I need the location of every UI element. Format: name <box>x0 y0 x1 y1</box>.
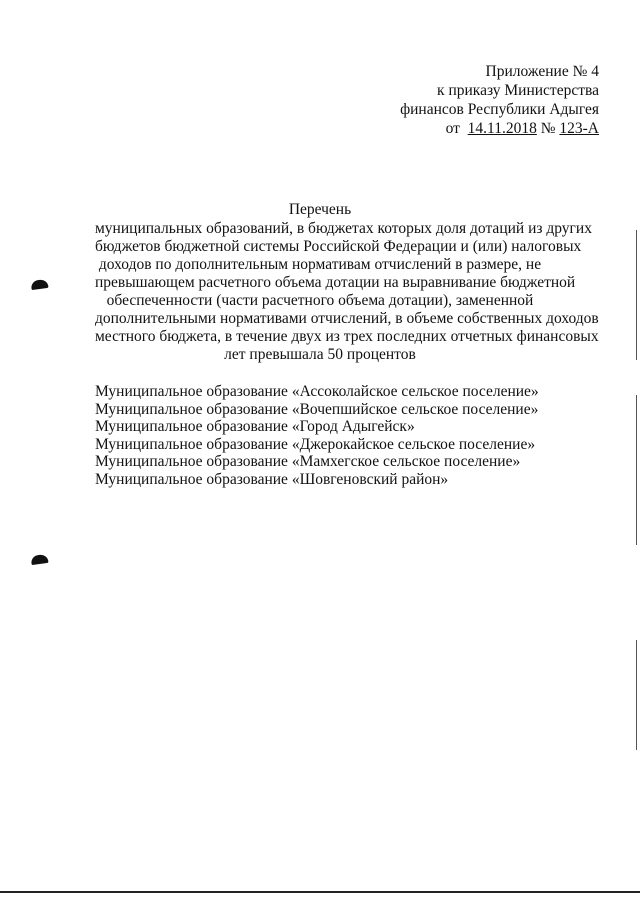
title-line: местного бюджета, в течение двух из трех последних отчетных финансовых <box>95 328 599 345</box>
scan-hole-mark <box>30 279 48 290</box>
title-line: обеспеченности (части расчетного объема дотации), замененной <box>106 292 534 309</box>
list-item: Муниципальное образование «Мамхегское сельское поселение» <box>95 453 521 471</box>
title-heading: Перечень <box>288 201 352 218</box>
list-item: Муниципальное образование «Джерокайское сельское поселение» <box>95 435 536 453</box>
title-line: лет превышала 50 процентов <box>224 346 416 363</box>
order-number-sign: № <box>540 120 556 137</box>
document-title <box>95 201 599 364</box>
title-line: муниципальных образований, в бюджетах которых доля дотаций из других <box>95 220 592 237</box>
appendix-ministry: финансов Республики Адыгея <box>400 101 599 118</box>
order-line <box>339 119 599 138</box>
appendix-order-ref: к приказу Министерства <box>437 82 599 99</box>
list-item: Муниципальное образование «Ассоколайское сельское поселение» <box>95 383 539 400</box>
scan-hole-mark <box>30 554 48 565</box>
scan-edge-line <box>636 395 637 545</box>
scan-edge-line <box>636 230 637 360</box>
scan-edge-line <box>636 640 637 750</box>
list-item: Муниципальное образование «Шовгеновский район» <box>95 470 449 488</box>
order-prefix: от <box>445 120 460 137</box>
order-number: 123-А <box>559 120 599 137</box>
order-date: 14.11.2018 <box>467 120 537 137</box>
title-line: бюджетов бюджетной системы Российской Федерации и (или) налоговых <box>95 238 582 255</box>
scan-bottom-edge <box>0 891 640 893</box>
appendix-header <box>339 62 599 138</box>
title-line: превышающем расчетного объема дотации на выравнивание бюджетной <box>95 274 576 291</box>
municipality-list <box>95 383 555 489</box>
list-item: Муниципальное образование «Вочепшийское сельское поселение» <box>95 400 539 418</box>
title-line: дополнительными нормативами отчислений, в объеме собственных доходов <box>95 310 599 327</box>
title-line: доходов по дополнительным нормативам отчислений в размере, не <box>98 256 542 273</box>
list-item: Муниципальное образование «Город Адыгейск» <box>95 418 415 436</box>
appendix-number: Приложение № 4 <box>485 63 599 80</box>
